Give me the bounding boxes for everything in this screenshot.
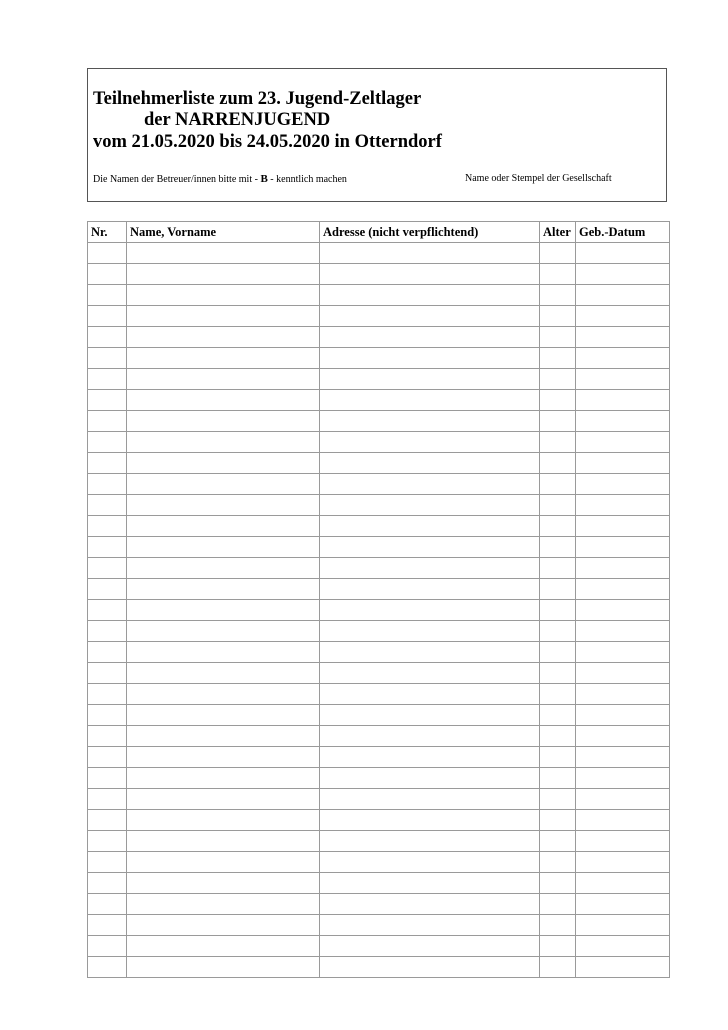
cell-name[interactable] <box>127 726 320 747</box>
cell-nr[interactable] <box>88 705 127 726</box>
cell-address[interactable] <box>320 537 540 558</box>
supervisor-note-pre: Die Namen der Betreuer/innen bitte mit - <box>93 174 261 185</box>
cell-address[interactable] <box>320 558 540 579</box>
cell-address[interactable] <box>320 243 540 264</box>
cell-birthdate[interactable] <box>576 936 670 957</box>
table-row <box>88 747 670 768</box>
cell-address[interactable] <box>320 600 540 621</box>
table-row <box>88 684 670 705</box>
cell-age[interactable] <box>540 915 576 936</box>
cell-name[interactable] <box>127 516 320 537</box>
cell-name[interactable] <box>127 474 320 495</box>
table-row <box>88 495 670 516</box>
table-row <box>88 831 670 852</box>
cell-birthdate[interactable] <box>576 558 670 579</box>
cell-age[interactable] <box>540 411 576 432</box>
column-header-address: Adresse (nicht verpflichtend) <box>320 222 540 243</box>
table-row <box>88 852 670 873</box>
table-body <box>88 243 670 978</box>
table-row <box>88 453 670 474</box>
cell-address[interactable] <box>320 705 540 726</box>
table-row <box>88 348 670 369</box>
cell-address[interactable] <box>320 306 540 327</box>
cell-nr[interactable] <box>88 663 127 684</box>
table-row <box>88 936 670 957</box>
cell-name[interactable] <box>127 327 320 348</box>
cell-age[interactable] <box>540 747 576 768</box>
cell-name[interactable] <box>127 369 320 390</box>
cell-name[interactable] <box>127 411 320 432</box>
cell-name[interactable] <box>127 600 320 621</box>
column-header-birthdate: Geb.-Datum <box>576 222 670 243</box>
cell-age[interactable] <box>540 600 576 621</box>
cell-name[interactable] <box>127 705 320 726</box>
cell-age[interactable] <box>540 369 576 390</box>
cell-birthdate[interactable] <box>576 642 670 663</box>
cell-address[interactable] <box>320 285 540 306</box>
table-row <box>88 894 670 915</box>
cell-birthdate[interactable] <box>576 390 670 411</box>
cell-address[interactable] <box>320 789 540 810</box>
stamp-note: Name oder Stempel der Gesellschaft <box>465 173 612 184</box>
cell-name[interactable] <box>127 873 320 894</box>
cell-address[interactable] <box>320 348 540 369</box>
cell-address[interactable] <box>320 726 540 747</box>
supervisor-mark: B <box>260 173 268 185</box>
cell-age[interactable] <box>540 705 576 726</box>
cell-age[interactable] <box>540 684 576 705</box>
table-row <box>88 327 670 348</box>
cell-birthdate[interactable] <box>576 243 670 264</box>
cell-nr[interactable] <box>88 369 127 390</box>
table-row <box>88 558 670 579</box>
cell-age[interactable] <box>540 831 576 852</box>
cell-name[interactable] <box>127 810 320 831</box>
cell-nr[interactable] <box>88 726 127 747</box>
table-row <box>88 915 670 936</box>
cell-age[interactable] <box>540 516 576 537</box>
cell-nr[interactable] <box>88 768 127 789</box>
cell-age[interactable] <box>540 390 576 411</box>
cell-age[interactable] <box>540 243 576 264</box>
table-row <box>88 600 670 621</box>
cell-nr[interactable] <box>88 915 127 936</box>
cell-birthdate[interactable] <box>576 747 670 768</box>
cell-address[interactable] <box>320 663 540 684</box>
table-row <box>88 579 670 600</box>
cell-address[interactable] <box>320 453 540 474</box>
cell-birthdate[interactable] <box>576 348 670 369</box>
cell-nr[interactable] <box>88 474 127 495</box>
cell-address[interactable] <box>320 957 540 978</box>
cell-birthdate[interactable] <box>576 915 670 936</box>
cell-age[interactable] <box>540 873 576 894</box>
cell-name[interactable] <box>127 537 320 558</box>
cell-age[interactable] <box>540 789 576 810</box>
cell-birthdate[interactable] <box>576 810 670 831</box>
cell-age[interactable] <box>540 621 576 642</box>
cell-nr[interactable] <box>88 852 127 873</box>
table-row <box>88 285 670 306</box>
cell-address[interactable] <box>320 894 540 915</box>
cell-name[interactable] <box>127 348 320 369</box>
cell-birthdate[interactable] <box>576 789 670 810</box>
cell-address[interactable] <box>320 831 540 852</box>
cell-birthdate[interactable] <box>576 537 670 558</box>
column-header-name: Name, Vorname <box>127 222 320 243</box>
cell-birthdate[interactable] <box>576 306 670 327</box>
cell-address[interactable] <box>320 810 540 831</box>
table-row <box>88 474 670 495</box>
cell-birthdate[interactable] <box>576 264 670 285</box>
participant-table <box>87 221 670 978</box>
cell-name[interactable] <box>127 495 320 516</box>
cell-age[interactable] <box>540 432 576 453</box>
cell-address[interactable] <box>320 432 540 453</box>
cell-name[interactable] <box>127 579 320 600</box>
cell-nr[interactable] <box>88 936 127 957</box>
cell-age[interactable] <box>540 306 576 327</box>
cell-address[interactable] <box>320 684 540 705</box>
cell-name[interactable] <box>127 432 320 453</box>
table-row <box>88 789 670 810</box>
cell-address[interactable] <box>320 474 540 495</box>
table-row <box>88 411 670 432</box>
cell-nr[interactable] <box>88 411 127 432</box>
cell-address[interactable] <box>320 495 540 516</box>
cell-age[interactable] <box>540 537 576 558</box>
cell-address[interactable] <box>320 747 540 768</box>
cell-nr[interactable] <box>88 810 127 831</box>
supervisor-note <box>93 173 347 186</box>
cell-age[interactable] <box>540 726 576 747</box>
cell-birthdate[interactable] <box>576 621 670 642</box>
cell-birthdate[interactable] <box>576 894 670 915</box>
table-row <box>88 642 670 663</box>
table-row <box>88 243 670 264</box>
cell-address[interactable] <box>320 852 540 873</box>
header-box <box>87 68 667 202</box>
cell-birthdate[interactable] <box>576 285 670 306</box>
cell-name[interactable] <box>127 831 320 852</box>
cell-birthdate[interactable] <box>576 432 670 453</box>
cell-birthdate[interactable] <box>576 600 670 621</box>
cell-address[interactable] <box>320 579 540 600</box>
cell-address[interactable] <box>320 327 540 348</box>
cell-birthdate[interactable] <box>576 411 670 432</box>
table-row <box>88 768 670 789</box>
cell-name[interactable] <box>127 243 320 264</box>
cell-name[interactable] <box>127 285 320 306</box>
cell-name[interactable] <box>127 747 320 768</box>
cell-name[interactable] <box>127 306 320 327</box>
cell-name[interactable] <box>127 957 320 978</box>
cell-address[interactable] <box>320 915 540 936</box>
table-row <box>88 726 670 747</box>
cell-age[interactable] <box>540 474 576 495</box>
table-row <box>88 705 670 726</box>
cell-age[interactable] <box>540 768 576 789</box>
cell-nr[interactable] <box>88 558 127 579</box>
table-row <box>88 621 670 642</box>
cell-name[interactable] <box>127 621 320 642</box>
cell-age[interactable] <box>540 894 576 915</box>
cell-nr[interactable] <box>88 243 127 264</box>
cell-age[interactable] <box>540 285 576 306</box>
cell-birthdate[interactable] <box>576 327 670 348</box>
cell-age[interactable] <box>540 327 576 348</box>
cell-age[interactable] <box>540 642 576 663</box>
table-row <box>88 264 670 285</box>
cell-address[interactable] <box>320 369 540 390</box>
table-row <box>88 873 670 894</box>
cell-name[interactable] <box>127 936 320 957</box>
cell-nr[interactable] <box>88 747 127 768</box>
cell-name[interactable] <box>127 453 320 474</box>
cell-name[interactable] <box>127 789 320 810</box>
table-row <box>88 663 670 684</box>
cell-address[interactable] <box>320 873 540 894</box>
cell-nr[interactable] <box>88 600 127 621</box>
cell-nr[interactable] <box>88 453 127 474</box>
cell-name[interactable] <box>127 663 320 684</box>
supervisor-note-post: - kenntlich machen <box>267 174 347 185</box>
table-row <box>88 516 670 537</box>
cell-birthdate[interactable] <box>576 726 670 747</box>
cell-age[interactable] <box>540 852 576 873</box>
cell-age[interactable] <box>540 810 576 831</box>
cell-nr[interactable] <box>88 516 127 537</box>
cell-nr[interactable] <box>88 789 127 810</box>
cell-name[interactable] <box>127 915 320 936</box>
cell-address[interactable] <box>320 411 540 432</box>
title-line-2: der NARRENJUGEND <box>144 110 331 130</box>
cell-nr[interactable] <box>88 957 127 978</box>
table-row <box>88 957 670 978</box>
cell-name[interactable] <box>127 558 320 579</box>
cell-name[interactable] <box>127 390 320 411</box>
table-row <box>88 306 670 327</box>
cell-birthdate[interactable] <box>576 957 670 978</box>
cell-age[interactable] <box>540 264 576 285</box>
cell-address[interactable] <box>320 768 540 789</box>
cell-name[interactable] <box>127 768 320 789</box>
cell-address[interactable] <box>320 621 540 642</box>
cell-address[interactable] <box>320 936 540 957</box>
cell-age[interactable] <box>540 579 576 600</box>
cell-nr[interactable] <box>88 432 127 453</box>
cell-nr[interactable] <box>88 894 127 915</box>
cell-nr[interactable] <box>88 327 127 348</box>
cell-address[interactable] <box>320 264 540 285</box>
cell-birthdate[interactable] <box>576 684 670 705</box>
cell-name[interactable] <box>127 642 320 663</box>
table-header-row <box>88 222 670 243</box>
cell-age[interactable] <box>540 453 576 474</box>
column-header-age: Alter <box>540 222 576 243</box>
cell-age[interactable] <box>540 558 576 579</box>
cell-nr[interactable] <box>88 306 127 327</box>
cell-age[interactable] <box>540 663 576 684</box>
cell-age[interactable] <box>540 495 576 516</box>
cell-nr[interactable] <box>88 285 127 306</box>
table-row <box>88 432 670 453</box>
title-line-1: Teilnehmerliste zum 23. Jugend-Zeltlager <box>93 89 422 109</box>
cell-name[interactable] <box>127 684 320 705</box>
cell-nr[interactable] <box>88 579 127 600</box>
cell-address[interactable] <box>320 642 540 663</box>
cell-nr[interactable] <box>88 642 127 663</box>
cell-birthdate[interactable] <box>576 831 670 852</box>
cell-age[interactable] <box>540 348 576 369</box>
cell-nr[interactable] <box>88 831 127 852</box>
cell-birthdate[interactable] <box>576 495 670 516</box>
cell-birthdate[interactable] <box>576 579 670 600</box>
cell-address[interactable] <box>320 390 540 411</box>
cell-nr[interactable] <box>88 495 127 516</box>
cell-birthdate[interactable] <box>576 474 670 495</box>
cell-name[interactable] <box>127 852 320 873</box>
cell-nr[interactable] <box>88 684 127 705</box>
cell-nr[interactable] <box>88 621 127 642</box>
table-row <box>88 537 670 558</box>
cell-birthdate[interactable] <box>576 663 670 684</box>
cell-birthdate[interactable] <box>576 516 670 537</box>
cell-nr[interactable] <box>88 264 127 285</box>
cell-address[interactable] <box>320 516 540 537</box>
cell-birthdate[interactable] <box>576 369 670 390</box>
cell-birthdate[interactable] <box>576 453 670 474</box>
cell-nr[interactable] <box>88 390 127 411</box>
cell-name[interactable] <box>127 264 320 285</box>
cell-nr[interactable] <box>88 873 127 894</box>
cell-birthdate[interactable] <box>576 873 670 894</box>
cell-name[interactable] <box>127 894 320 915</box>
cell-birthdate[interactable] <box>576 768 670 789</box>
cell-age[interactable] <box>540 936 576 957</box>
cell-nr[interactable] <box>88 348 127 369</box>
cell-birthdate[interactable] <box>576 852 670 873</box>
column-header-nr: Nr. <box>88 222 127 243</box>
table-row <box>88 390 670 411</box>
title-line-3: vom 21.05.2020 bis 24.05.2020 in Otterndorf <box>93 132 442 152</box>
cell-birthdate[interactable] <box>576 705 670 726</box>
cell-nr[interactable] <box>88 537 127 558</box>
table-row <box>88 369 670 390</box>
cell-age[interactable] <box>540 957 576 978</box>
table-row <box>88 810 670 831</box>
